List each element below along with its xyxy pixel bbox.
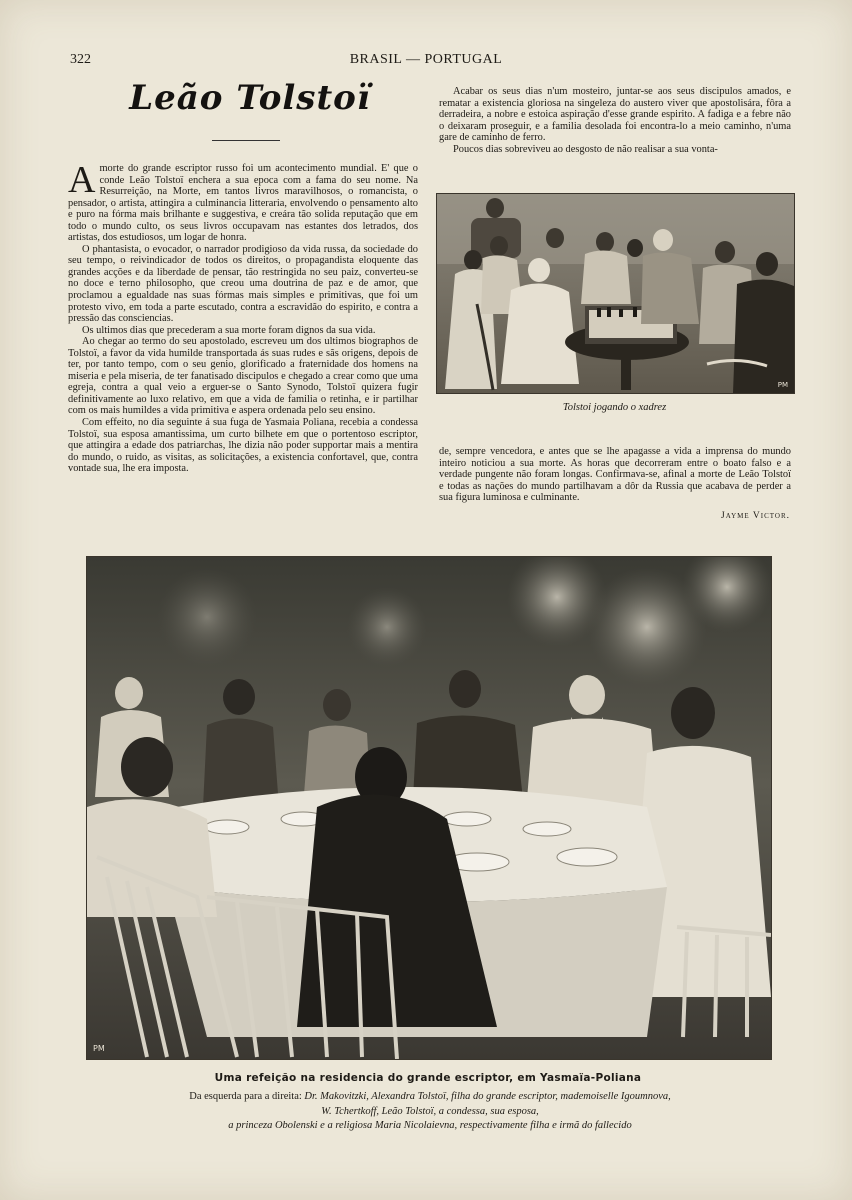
article-paragraph: de, sempre vencedora, e antes que se lhe apagasse a vida a imprensa do mundo inteiro noticiou a sua morte. As horas que decorreram entre o boato falso e a verdade pungente não foram longas. Confirmava-se, afinal a morte de Leão Tolstoï e todas as nações do mundo partilhavam a dôr da Russia que acabava de perder a sua figura luminosa e culminante. (439, 446, 791, 504)
article-column-right-bottom (439, 446, 791, 508)
paragraph-text: morte do grande escriptor russo foi um acontecimento mundial. E' que o conde Leão Tolstoï enchera a sua epoca com a fama do seu nome. Na Resurreição, na Morte, em tantos livros maravilhosos, o romancista, o pensador, o artista, attingira a culminancia litteraria, envolvendo o pensamento alto e puro na fórma mais brilhante e suggestiva, e creára tão solida reputação que em todo o mundo culto, os seus livros occupavam nas estantes dos letrados, dos artistas, dos estudiosos, um logar de honra. (68, 163, 418, 244)
dinner-photo-monogram: PM (93, 1044, 105, 1053)
author-signature: Jayme Victor. (721, 511, 790, 521)
article-paragraph: Ao chegar ao termo do seu apostolado, escreveu um dos ultimos biographos de Tolstoï, a favor da vida humilde transportada ás suas rudes e sãs origens, depois de ter, por tanto tempo, com o seu genio, glorificado a fraternidade dos homens na miseria e pela miseria, de ter fanatisado discipulos e chegado a crear como que uma egreja, contra a qual veio a erguer-se o Santo Synodo, Tolstoï quizera fugir definitivamente ao luxo relativo, em que a vida de familia o retinha, e ir partilhar com os mais humildes a vida primitiva e aspera ordenada pelo seu ensino. (68, 336, 418, 417)
credits-line: W. Tchertkoff, Leão Tolstoï, a condessa, sua esposa, (321, 1105, 539, 1117)
article-column-left (68, 163, 418, 523)
article-paragraph (68, 163, 418, 244)
credits-lead: Da esquerda para a direita: (189, 1091, 302, 1102)
article-paragraph: Acabar os seus dias n'um mosteiro, juntar-se aos seus discipulos amados, e rematar a existencia gloriosa na singeleza do austero viver que apostolisára, fôra a derradeira, a nobre e estoica aspiração d'esse grande espirito. A fadiga e a febre não o deixaram proseguir, e a familia desolada foi encontra-lo a meio caminho, n'uma gare de caminho de ferro. (439, 86, 791, 144)
article-title: Leão Tolstoï (129, 78, 371, 118)
running-head: BRASIL — PORTUGAL (349, 52, 503, 67)
chess-photo-illustration (437, 194, 794, 393)
chess-photograph (436, 193, 795, 394)
credits-line: Dr. Makovitzki, Alexandra Tolstoï, filha do grande escriptor, mademoiselle Igoumnova, (304, 1091, 671, 1102)
chess-photo-monogram: PM (777, 381, 788, 389)
chess-photo-caption: Tolstoi jogando o xadrez (562, 402, 667, 413)
dinner-photo-credits (110, 1090, 750, 1134)
drop-cap: A (68, 163, 96, 201)
article-paragraph: Com effeito, no dia seguinte á sua fuga de Yasmaia Poliana, recebia a condessa Tolstoï, sua esposa amantissima, um curto bilhete em que o portentoso escriptor, que attingira a edade dos patriarchas, lhe dizia não poder supportar mais a mentira do mundo, o ruido, as visitas, as solicitações, a existencia confortavel, que, contra vontade sua, lhe era imposta. (68, 417, 418, 475)
credits-line: a princeza Obolenski e a religiosa Maria Nicolaievna, respectivamente filha e irmã do fallecido (228, 1120, 632, 1131)
title-rule (212, 140, 280, 141)
dinner-photo-illustration (87, 557, 771, 1059)
article-column-right-top (439, 86, 791, 166)
dinner-photograph (86, 556, 772, 1060)
article-paragraph: Poucos dias sobreviveu ao desgosto de não realisar a sua vonta- (453, 143, 718, 155)
article-paragraph: O phantasista, o evocador, o narrador prodigioso da vida russa, da sociedade do seu tempo, o reivindicador de todos os direitos, o propagandista eloquente das grandes acções e da liberdade de pensar, tão restringida no seu paiz, converteu-se no doce e terno philosopho, que creou uma doutrina de paz e de amor, que proclamou a egualdade nas suas fórmas mais simples e primitivas, que foi um protesto vivo, em toda a parte escutado, contra a escravidão do espirito, e contra a pressão das consciencias. (68, 243, 418, 325)
dinner-photo-caption: Uma refeição na residencia do grande escriptor, em Yasmaïa-Poliana (214, 1072, 642, 1084)
article-paragraph: Os ultimos dias que precederam a sua morte foram dignos da sua vida. (82, 324, 376, 336)
page-number: 322 (70, 52, 91, 67)
